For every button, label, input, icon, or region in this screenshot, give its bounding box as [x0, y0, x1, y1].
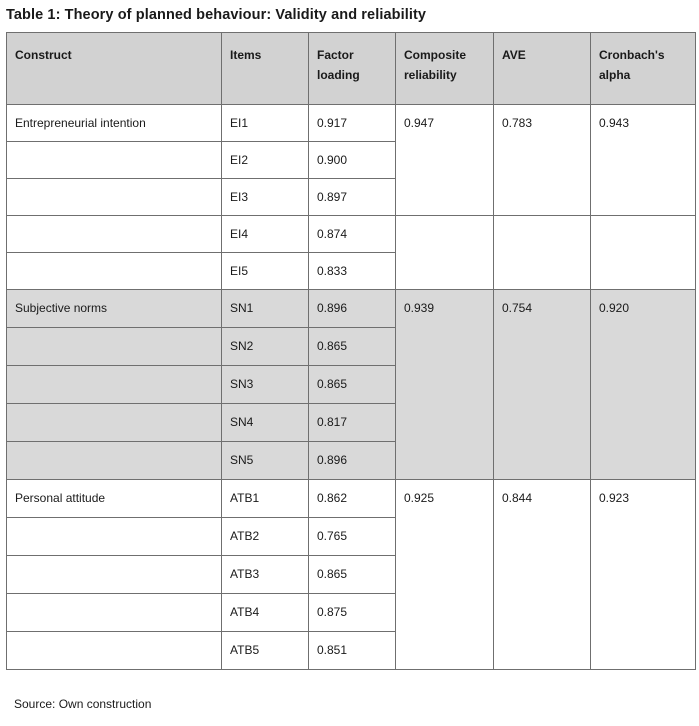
item-cell: ATB2 — [222, 518, 309, 556]
item-cell: SN1 — [222, 290, 309, 328]
construct-cell — [7, 594, 222, 632]
item-cell: EI2 — [222, 142, 309, 179]
header-factor-loading — [309, 33, 396, 105]
header-cronbach-line1: Cronbach's — [599, 48, 665, 62]
loading-cell: 0.851 — [309, 632, 396, 670]
loading-cell: 0.765 — [309, 518, 396, 556]
item-cell: EI3 — [222, 179, 309, 216]
header-composite-line1: Composite — [404, 48, 467, 62]
construct-cell — [7, 179, 222, 216]
header-factor-loading-line1: Factor — [317, 48, 354, 62]
composite-reliability-cell — [396, 216, 494, 290]
header-composite-reliability — [396, 33, 494, 105]
table-row — [7, 105, 696, 142]
cronbach-alpha-cell: 0.923 — [591, 480, 696, 670]
composite-reliability-cell: 0.947 — [396, 105, 494, 216]
composite-reliability-cell: 0.925 — [396, 480, 494, 670]
header-cronbach-alpha — [591, 33, 696, 105]
loading-cell: 0.865 — [309, 328, 396, 366]
item-cell: EI4 — [222, 216, 309, 253]
header-composite-line2: reliability — [404, 68, 457, 82]
construct-cell — [7, 142, 222, 179]
loading-cell: 0.817 — [309, 404, 396, 442]
header-factor-loading-line2: loading — [317, 68, 360, 82]
item-cell: EI1 — [222, 105, 309, 142]
table-row — [7, 216, 696, 253]
loading-cell: 0.900 — [309, 142, 396, 179]
loading-cell: 0.862 — [309, 480, 396, 518]
ave-cell — [494, 216, 591, 290]
table-title: Table 1: Theory of planned behaviour: Validity and reliability — [6, 7, 427, 23]
construct-cell — [7, 442, 222, 480]
header-cronbach-line2: alpha — [599, 68, 631, 82]
construct-cell — [7, 216, 222, 253]
construct-cell — [7, 404, 222, 442]
header-ave: AVE — [494, 33, 591, 105]
header-row — [7, 33, 696, 105]
item-cell: EI5 — [222, 253, 309, 290]
construct-cell — [7, 556, 222, 594]
ave-cell: 0.754 — [494, 290, 591, 480]
loading-cell: 0.917 — [309, 105, 396, 142]
loading-cell: 0.833 — [309, 253, 396, 290]
construct-cell — [7, 366, 222, 404]
ave-cell: 0.844 — [494, 480, 591, 670]
cronbach-alpha-cell: 0.943 — [591, 105, 696, 216]
loading-cell: 0.875 — [309, 594, 396, 632]
construct-cell — [7, 253, 222, 290]
construct-cell: Personal attitude — [7, 480, 222, 518]
header-construct: Construct — [7, 33, 222, 105]
ave-cell: 0.783 — [494, 105, 591, 216]
item-cell: SN2 — [222, 328, 309, 366]
validity-reliability-table — [6, 32, 696, 670]
loading-cell: 0.874 — [309, 216, 396, 253]
item-cell: ATB5 — [222, 632, 309, 670]
item-cell: SN5 — [222, 442, 309, 480]
composite-reliability-cell: 0.939 — [396, 290, 494, 480]
construct-cell: Subjective norms — [7, 290, 222, 328]
cronbach-alpha-cell — [591, 216, 696, 290]
construct-cell — [7, 632, 222, 670]
table-row — [7, 290, 696, 328]
loading-cell: 0.865 — [309, 366, 396, 404]
table-row — [7, 480, 696, 518]
loading-cell: 0.897 — [309, 179, 396, 216]
header-items: Items — [222, 33, 309, 105]
item-cell: SN3 — [222, 366, 309, 404]
loading-cell: 0.865 — [309, 556, 396, 594]
item-cell: ATB3 — [222, 556, 309, 594]
item-cell: ATB4 — [222, 594, 309, 632]
source-note: Source: Own construction — [14, 697, 152, 711]
loading-cell: 0.896 — [309, 442, 396, 480]
construct-cell — [7, 518, 222, 556]
loading-cell: 0.896 — [309, 290, 396, 328]
item-cell: ATB1 — [222, 480, 309, 518]
item-cell: SN4 — [222, 404, 309, 442]
construct-cell: Entrepreneurial intention — [7, 105, 222, 142]
cronbach-alpha-cell: 0.920 — [591, 290, 696, 480]
construct-cell — [7, 328, 222, 366]
